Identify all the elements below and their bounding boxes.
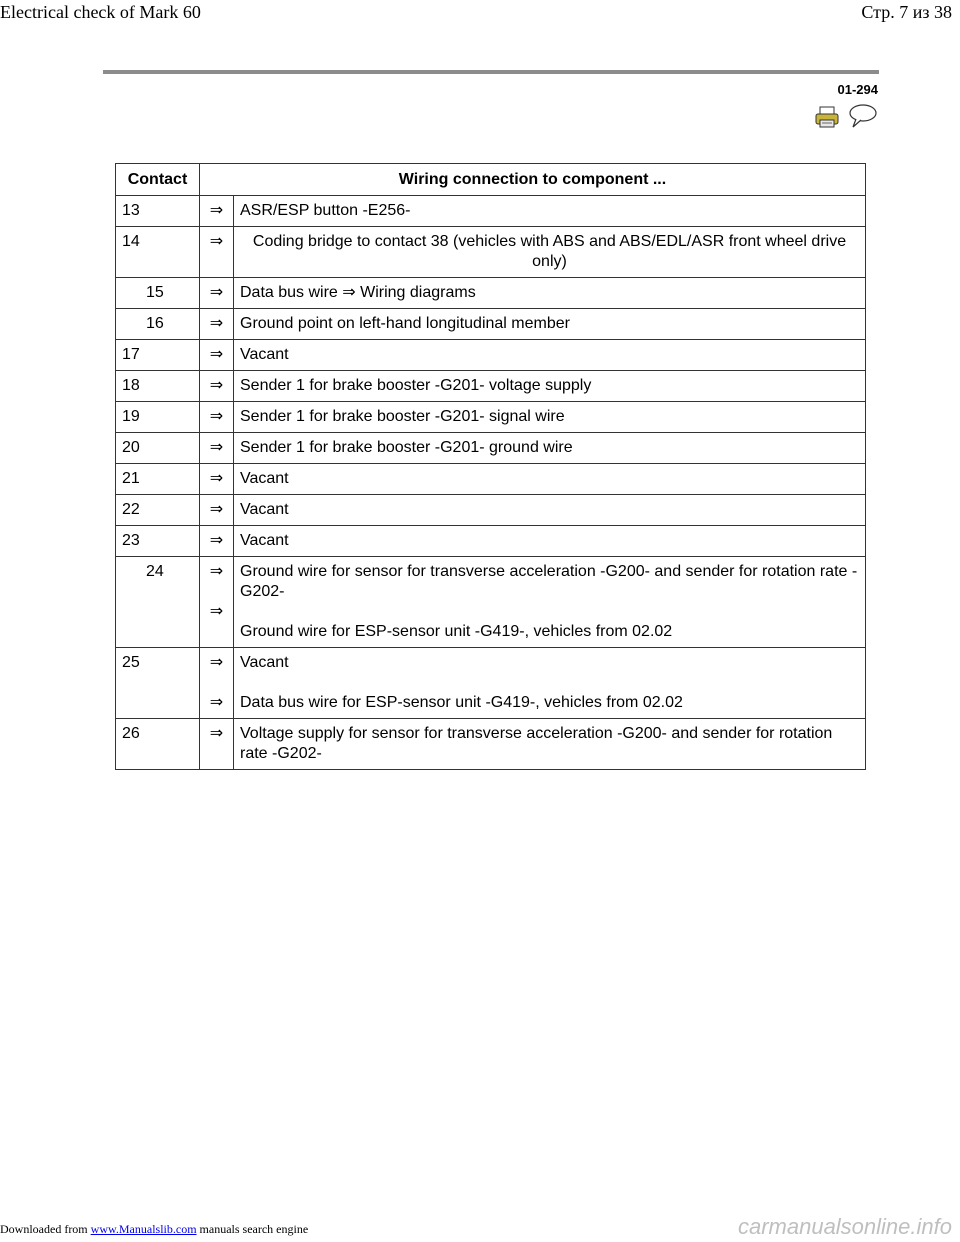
contact-cell: 26 [116, 719, 200, 770]
document-title: Electrical check of Mark 60 [0, 2, 201, 22]
footer-suffix: manuals search engine [196, 1222, 309, 1236]
wiring-cell [234, 648, 866, 719]
table-row [116, 227, 866, 278]
table-row [116, 309, 866, 340]
wiring-text: Ground wire for sensor for transverse acceleration -G200- and sender for rotation rate -G202- [240, 563, 858, 600]
wiring-cell: Vacant [234, 464, 866, 495]
wiring-cell: Sender 1 for brake booster -G201- signal wire [234, 402, 866, 433]
contact-cell: 13 [116, 196, 200, 227]
contact-cell: 17 [116, 340, 200, 371]
contact-cell: 19 [116, 402, 200, 433]
arrow-icon: ⇒ [200, 464, 234, 495]
table-row [116, 371, 866, 402]
wiring-cell: ASR/ESP button -E256- [234, 196, 866, 227]
wiring-table [115, 163, 866, 770]
wiring-cell: Voltage supply for sensor for transverse acceleration -G200- and sender for rotation rate -G202- [234, 719, 866, 770]
wiring-cell: Vacant [234, 340, 866, 371]
wiring-cell: Coding bridge to contact 38 (vehicles with ABS and ABS/EDL/ASR front wheel drive only) [234, 227, 866, 278]
wiring-cell: Ground point on left-hand longitudinal member [234, 309, 866, 340]
arrow-icon: ⇒ [209, 603, 224, 620]
contact-cell: 22 [116, 495, 200, 526]
wiring-cell: Data bus wire ⇒ Wiring diagrams [234, 278, 866, 309]
table-row [116, 719, 866, 770]
table-header-row [116, 164, 866, 196]
arrow-icon: ⇒ [209, 694, 224, 711]
contact-cell: 18 [116, 371, 200, 402]
document-number: 01-294 [837, 82, 878, 97]
table-row [116, 557, 866, 648]
arrow-icon: ⇒ [209, 654, 224, 671]
contact-cell: 14 [116, 227, 200, 278]
printer-icon[interactable] [815, 106, 839, 128]
wiring-cell: Sender 1 for brake booster -G201- ground wire [234, 433, 866, 464]
wiring-cell: Vacant [234, 495, 866, 526]
arrow-icon: ⇒ [200, 433, 234, 464]
wiring-header: Wiring connection to component ... [200, 164, 866, 196]
arrow-icon: ⇒ [200, 340, 234, 371]
wiring-cell [234, 557, 866, 648]
wiring-text: Ground wire for ESP-sensor unit -G419-, vehicles from 02.02 [240, 623, 673, 640]
arrow-icon: ⇒ [209, 563, 224, 580]
table-row [116, 464, 866, 495]
arrow-icon: ⇒ [200, 495, 234, 526]
table-row [116, 278, 866, 309]
footer-prefix: Downloaded from [0, 1222, 91, 1236]
table-row [116, 526, 866, 557]
wiring-cell: Vacant [234, 526, 866, 557]
arrow-cell [200, 557, 234, 648]
wiring-cell: Sender 1 for brake booster -G201- voltage supply [234, 371, 866, 402]
contact-cell: 15 [116, 278, 200, 309]
arrow-icon: ⇒ [200, 309, 234, 340]
table-row [116, 196, 866, 227]
contact-cell: 20 [116, 433, 200, 464]
arrow-icon: ⇒ [200, 371, 234, 402]
arrow-icon: ⇒ [200, 526, 234, 557]
table-row [116, 433, 866, 464]
table-row [116, 495, 866, 526]
wiring-text: Data bus wire for ESP-sensor unit -G419-, vehicles from 02.02 [240, 694, 683, 711]
contact-cell: 24 [116, 557, 200, 648]
contact-cell: 25 [116, 648, 200, 719]
download-footer [0, 1222, 308, 1237]
page-indicator: Стр. 7 из 38 [861, 2, 952, 22]
manualslib-link[interactable]: www.Manualslib.com [90, 1222, 197, 1236]
contact-cell: 23 [116, 526, 200, 557]
arrow-icon: ⇒ [200, 196, 234, 227]
arrow-icon: ⇒ [200, 278, 234, 309]
wiring-text: Vacant [240, 654, 289, 671]
table-row [116, 402, 866, 433]
contact-cell: 16 [116, 309, 200, 340]
table-row [116, 648, 866, 719]
contact-header: Contact [116, 164, 200, 196]
watermark: carmanualsonline.info [737, 1214, 952, 1239]
speech-bubble-icon[interactable] [846, 103, 878, 129]
contact-cell: 21 [116, 464, 200, 495]
header-rule [103, 70, 879, 74]
table-row [116, 340, 866, 371]
arrow-icon: ⇒ [200, 719, 234, 770]
arrow-icon: ⇒ [200, 402, 234, 433]
arrow-cell [200, 648, 234, 719]
arrow-icon: ⇒ [200, 227, 234, 278]
